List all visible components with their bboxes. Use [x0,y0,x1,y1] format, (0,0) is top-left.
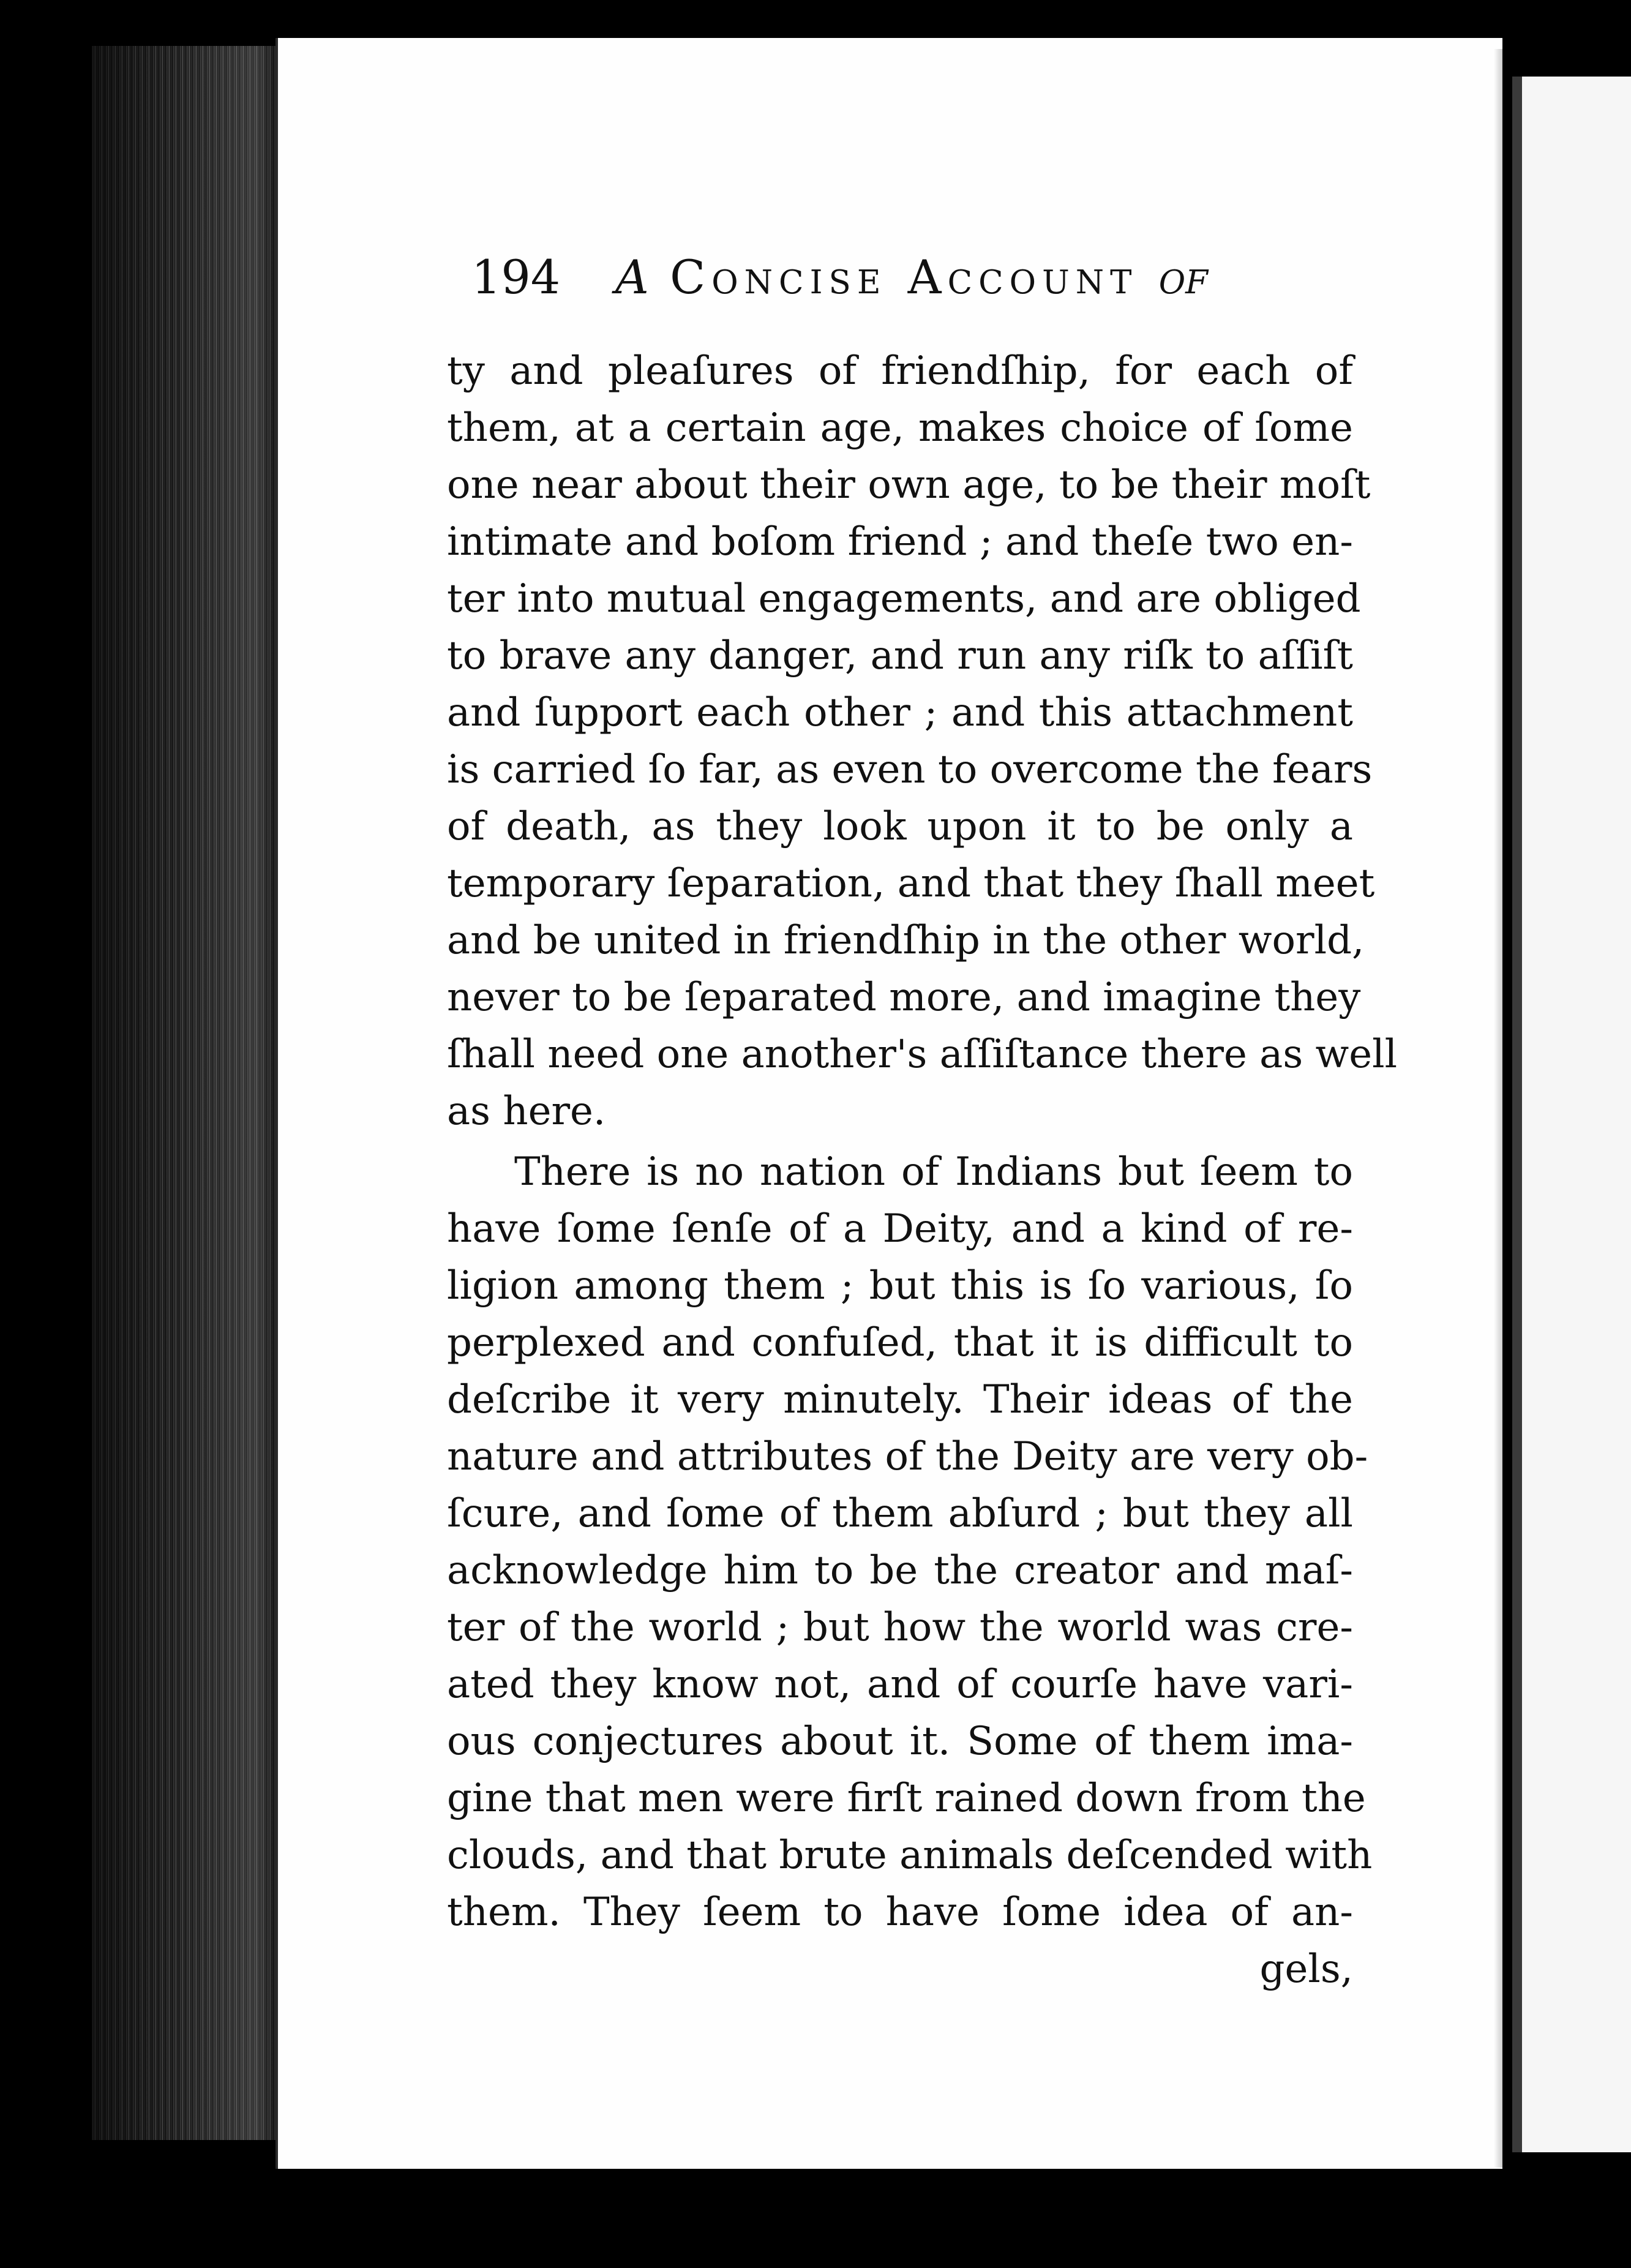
text-line: nature and attributes of the Deity are very ob- [447,1434,1368,1479]
catchword: gels, [1259,1947,1353,1992]
text-line: intimate and boſom friend ; and theſe two en- [447,519,1353,565]
text-line: and be united in friendſhip in the other world, [447,918,1365,963]
text-line: acknowledge him to be the creator and maſ- [447,1548,1353,1593]
text-line: one near about their own age, to be their moſt [447,462,1371,508]
text-line: ligion among them ; but this is ſo various, ſo [447,1263,1353,1309]
text-line: ated they know not, and of courſe have vari- [447,1662,1353,1707]
running-head-prefix: A [615,250,649,304]
text-line: deſcribe it very minutely. Their ideas of the [447,1377,1353,1422]
text-line: perplexed and confuſed, that it is difficult to [447,1320,1353,1365]
text-line: clouds, and that brute animals deſcended with [447,1833,1373,1878]
text-line: ter into mutual engagements, and are obliged [447,576,1361,621]
text-line: There is no nation of Indians but ſeem to [514,1149,1353,1195]
text-line: and ſupport each other ; and this attachment [447,690,1353,735]
paragraph-1 [447,343,1398,1140]
running-head-title [615,244,1208,311]
text-line: never to be ſeparated more, and imagine they [447,975,1361,1020]
page-number: 194 [471,250,561,304]
text-line: have ſome ſenſe of a Deity, and a kind of re- [447,1206,1353,1252]
text-line: ſhall need one another's aſſiſtance there as well [447,1032,1398,1077]
text-line: temporary ſeparation, and that they ſhall meet [447,861,1375,906]
running-head [471,244,1267,311]
text-line: ty and pleaſures of friendſhip, for each of [447,348,1353,394]
text-line: is carried ſo far, as even to overcome the fears [447,747,1373,792]
text-line: as here. [447,1089,606,1134]
text-line: them, at a certain age, makes choice of ſome [447,405,1353,451]
running-head-suffix: of [1158,250,1208,304]
running-head-main: Concise Account [670,250,1138,304]
text-line: ſcure, and ſome of them abſurd ; but they all [447,1491,1353,1536]
paragraph-2 [447,1144,1373,1941]
text-line: ous conjectures about it. Some of them ima- [447,1719,1353,1764]
text-line: of death, as they look upon it to be only a [447,804,1353,849]
body-text [447,343,1398,1998]
facing-page-edge [1512,77,1631,2152]
text-line: gine that men were firſt rained down from the [447,1776,1366,1821]
fore-edge-shading [92,46,276,2140]
text-line: them. They ſeem to have ſome idea of an- [447,1890,1353,1935]
text-line: ter of the world ; but how the world was cre- [447,1605,1353,1650]
text-line: to brave any danger, and run any riſk to aſſiſt [447,633,1353,678]
